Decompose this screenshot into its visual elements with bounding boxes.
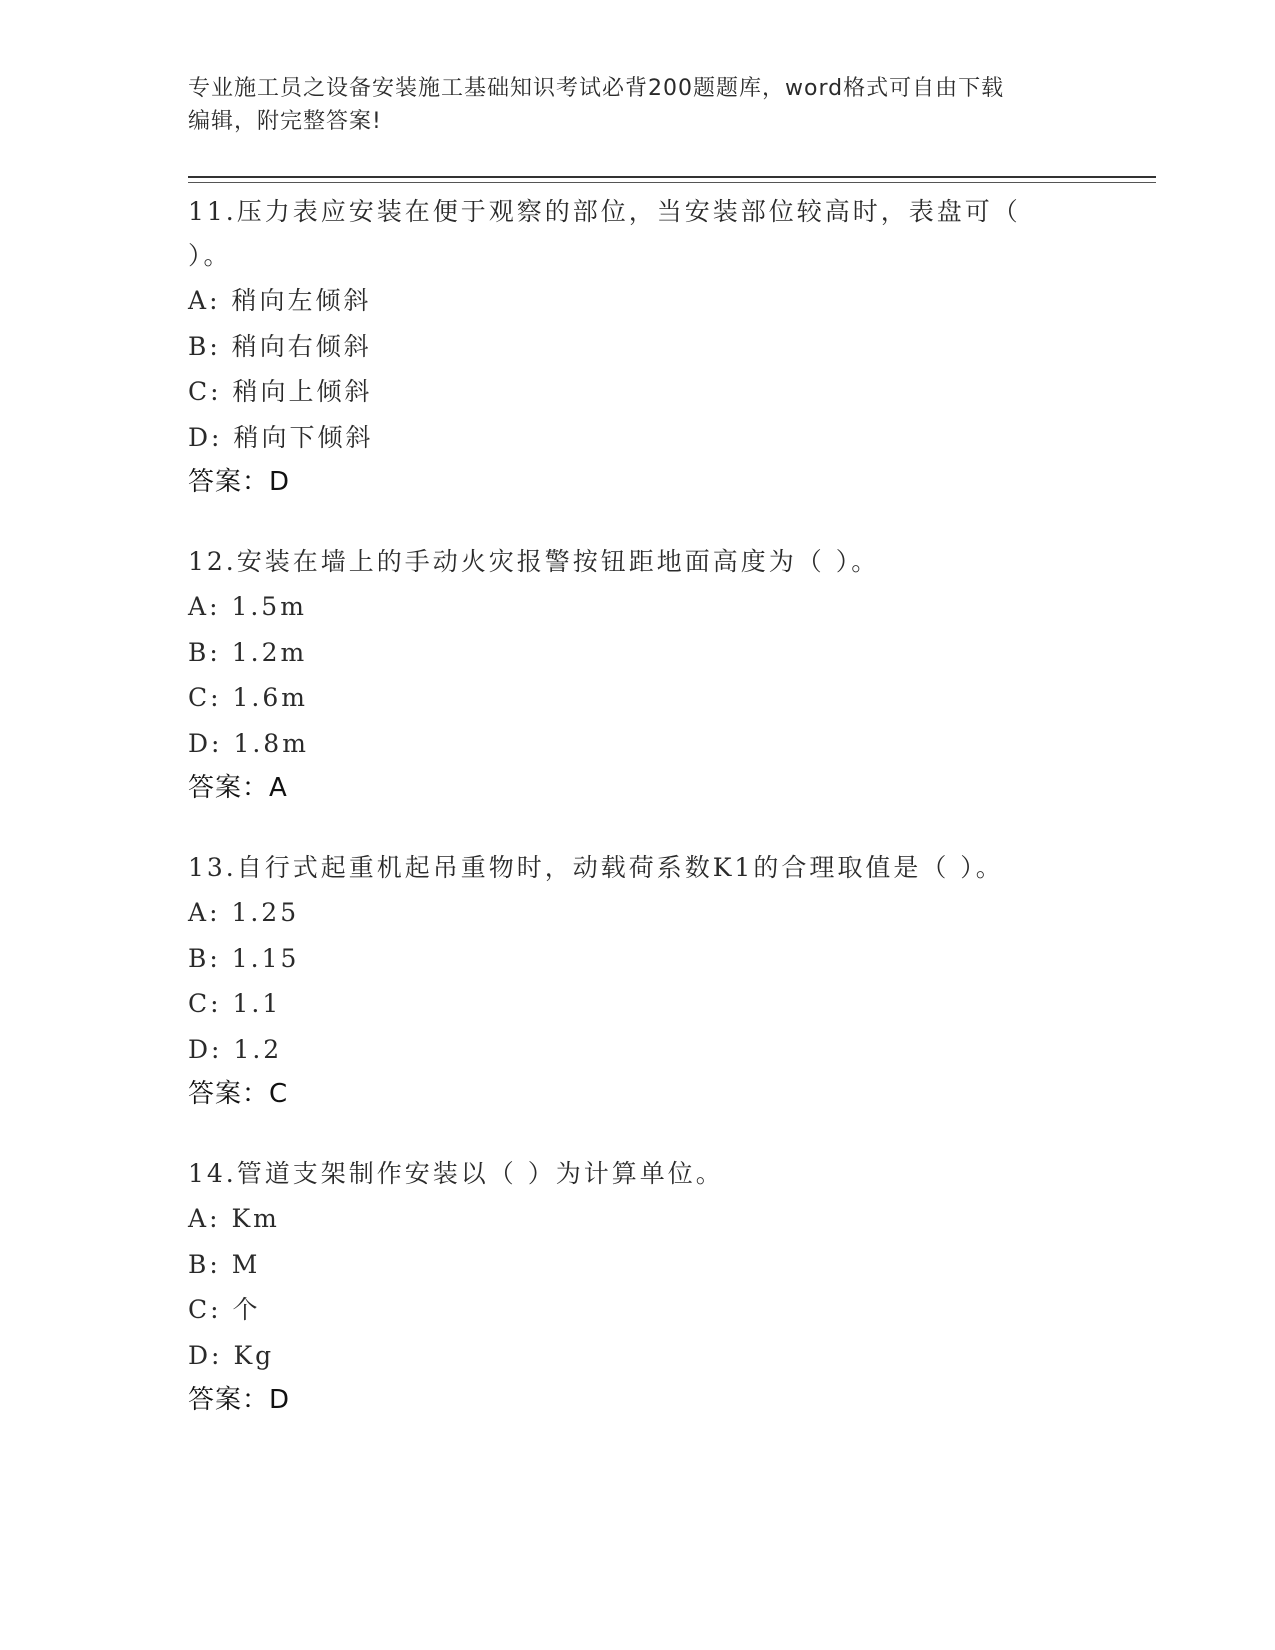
option-d xyxy=(188,1333,1088,1379)
answer-label: 答案： xyxy=(188,1385,270,1415)
option-text: 1.1 xyxy=(232,989,282,1018)
option-b xyxy=(188,630,1088,676)
question-stem-line-1: 12.安装在墙上的手动火灾报警按钮距地面高度为（ ）。 xyxy=(188,547,880,576)
header-line-2: 编辑，附完整答案! xyxy=(188,109,382,134)
option-a xyxy=(188,278,1088,324)
question-stem-line-1: 14.管道支架制作安装以（ ）为计算单位。 xyxy=(188,1159,724,1188)
option-separator: : xyxy=(211,1034,223,1064)
answer-line xyxy=(188,1072,1088,1116)
option-letter: D xyxy=(188,728,212,758)
option-text: 1.2m xyxy=(231,637,308,667)
option-separator: : xyxy=(211,422,223,452)
option-text: 稍向左倾斜 xyxy=(231,286,372,315)
option-letter: D xyxy=(188,422,212,452)
option-letter: B xyxy=(188,1249,210,1279)
option-text: 1.5m xyxy=(231,592,307,621)
question-stem-line-2: ）。 xyxy=(188,241,232,270)
option-separator: : xyxy=(210,683,222,712)
option-letter: B xyxy=(188,943,210,973)
answer-line xyxy=(188,766,1088,810)
option-b xyxy=(188,1242,1088,1288)
option-separator: : xyxy=(210,377,222,406)
option-b xyxy=(188,324,1088,370)
option-letter: D xyxy=(188,1340,212,1370)
answer-value: D xyxy=(269,1385,291,1415)
option-letter: A xyxy=(188,592,210,621)
option-b xyxy=(188,936,1088,982)
option-text: 个 xyxy=(232,1295,261,1324)
option-c xyxy=(188,369,1088,415)
header-divider-thick xyxy=(188,176,1156,178)
option-text: Kg xyxy=(233,1340,275,1370)
answer-label: 答案： xyxy=(188,773,270,803)
answer-label: 答案： xyxy=(188,467,270,497)
question-stem xyxy=(188,190,1048,278)
option-text: 1.2 xyxy=(233,1034,283,1064)
option-a xyxy=(188,1196,1088,1242)
option-separator: : xyxy=(211,1340,223,1370)
option-separator: : xyxy=(210,1295,222,1324)
question-stem xyxy=(188,540,1048,584)
answer-value: C xyxy=(269,1079,289,1109)
question-11 xyxy=(188,190,1088,504)
question-14 xyxy=(188,1152,1088,1422)
option-separator: : xyxy=(209,898,221,927)
option-letter: B xyxy=(188,331,210,361)
question-list xyxy=(188,190,1088,1458)
option-letter: A xyxy=(188,286,210,315)
option-letter: C xyxy=(188,1295,211,1324)
option-letter: B xyxy=(188,637,210,667)
option-text: Km xyxy=(231,1204,280,1233)
option-letter: A xyxy=(188,898,210,927)
option-d xyxy=(188,1027,1088,1073)
option-separator: : xyxy=(210,989,222,1018)
option-separator: : xyxy=(209,943,221,973)
option-letter: A xyxy=(188,1204,210,1233)
option-a xyxy=(188,890,1088,936)
option-text: 1.6m xyxy=(232,683,308,712)
answer-value: D xyxy=(269,467,291,497)
option-c xyxy=(188,981,1088,1027)
option-separator: : xyxy=(209,592,221,621)
option-text: 1.15 xyxy=(231,943,300,973)
question-stem xyxy=(188,1152,1048,1196)
option-c xyxy=(188,675,1088,721)
option-separator: : xyxy=(209,1204,221,1233)
option-text: M xyxy=(231,1249,261,1279)
header-line-1: 专业施工员之设备安装施工基础知识考试必背200题题库，word格式可自由下载 xyxy=(188,76,1005,101)
option-separator: : xyxy=(209,637,221,667)
option-d xyxy=(188,721,1088,767)
option-separator: : xyxy=(209,286,221,315)
question-stem-line-1: 11.压力表应安装在便于观察的部位，当安装部位较高时，表盘可（ xyxy=(188,197,1021,226)
option-a xyxy=(188,584,1088,630)
option-separator: : xyxy=(211,728,223,758)
option-text: 稍向下倾斜 xyxy=(233,422,374,452)
option-text: 1.25 xyxy=(231,898,300,927)
question-stem xyxy=(188,846,1048,890)
question-12 xyxy=(188,540,1088,810)
option-c xyxy=(188,1287,1088,1333)
answer-label: 答案： xyxy=(188,1079,270,1109)
option-letter: C xyxy=(188,377,211,406)
answer-line xyxy=(188,460,1088,504)
option-text: 稍向上倾斜 xyxy=(232,377,373,406)
option-letter: D xyxy=(188,1034,212,1064)
option-separator: : xyxy=(209,331,221,361)
option-separator: : xyxy=(209,1249,221,1279)
document-header xyxy=(188,72,1088,138)
option-d xyxy=(188,415,1088,461)
option-letter: C xyxy=(188,989,211,1018)
answer-value: A xyxy=(269,773,288,803)
question-13 xyxy=(188,846,1088,1116)
option-text: 稍向右倾斜 xyxy=(231,331,372,361)
question-stem-line-1: 13.自行式起重机起吊重物时，动载荷系数K1的合理取值是（ ）。 xyxy=(188,853,1004,882)
option-letter: C xyxy=(188,683,211,712)
header-divider-thin xyxy=(188,182,1156,183)
option-text: 1.8m xyxy=(233,728,309,758)
answer-line xyxy=(188,1378,1088,1422)
